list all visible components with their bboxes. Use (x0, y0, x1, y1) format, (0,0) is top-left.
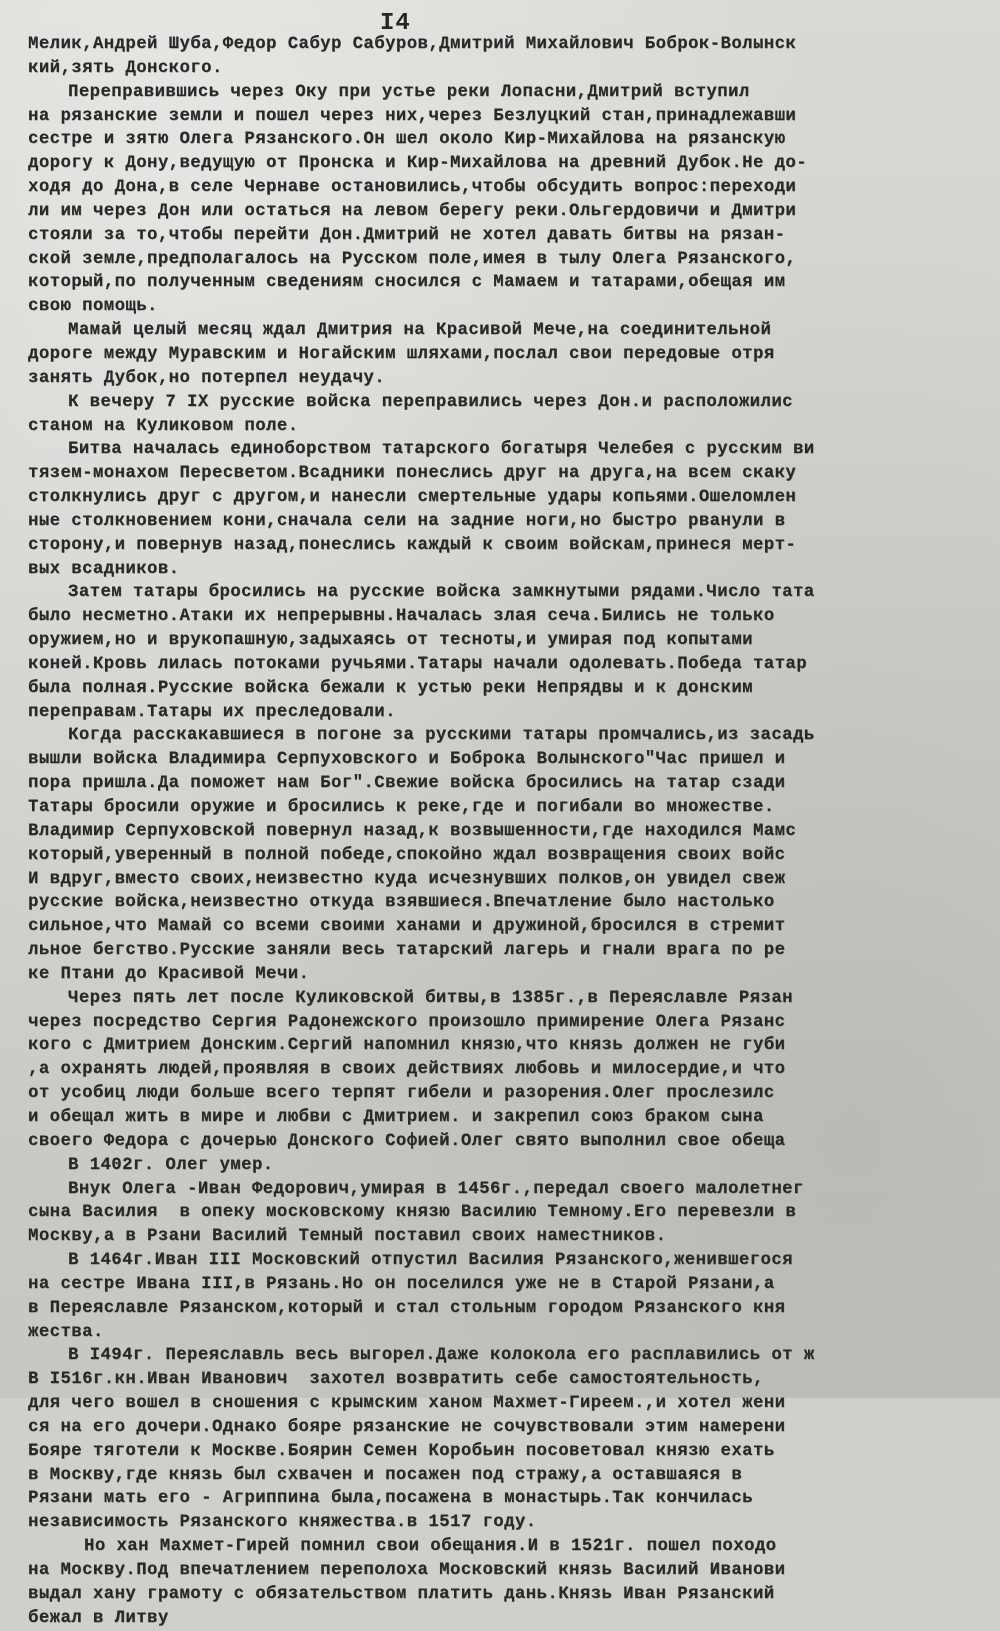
text-line: оружием,но и врукопашную,задыхаясь от тесноты,и умирая под копытами (28, 631, 753, 651)
text-line: Рязани мать его - Агриппина была,посажена в монастырь.Так кончилась (28, 1489, 753, 1509)
page-text (28, 33, 976, 1631)
text-line: сестре и зятю Олега Рязанского.Он шел около Кир-Михайлова на рязанскую (28, 130, 786, 150)
text-line: льное бегство.Русские заняли весь татарский лагерь и гнали врага по ре (28, 941, 786, 961)
text-line: ли им через Дон или остаться на левом берегу реки.Ольгердовичи и Дмитри (28, 201, 797, 221)
text-line: и обещал жить в мире и любви с Дмитрием. и закрепил союз браком сына (28, 1107, 764, 1127)
text-line: в Москву,где князь был схвачен и посажен под стражу,а оставшаяся в (28, 1465, 743, 1485)
text-line: дорогу к Дону,ведущую от Пронска и Кир-Михайлова на древний Дубок.Не до- (28, 154, 808, 174)
text-line: бежал в Литву (28, 1608, 169, 1628)
text-line: пора пришла.Да поможет нам Бог".Свежие войска бросились на татар сзади (28, 774, 786, 794)
text-line: в Переяславле Рязанском,который и стал стольным городом Рязанского кня (28, 1298, 786, 1318)
text-line: К вечеру 7 IX русские войска переправились через Дон.и расположилис (68, 392, 793, 412)
text-line: тязем-монахом Пересветом.Всадники понеслись друг на друга,на всем скаку (28, 464, 797, 484)
text-line: кий,зять Донского. (28, 58, 223, 78)
text-line: было несметно.Атаки их непрерывны.Началась злая сеча.Бились не только (28, 607, 775, 627)
text-line: своего Федора с дочерью Донского Софией.Олег свято выполнил свое обеща (28, 1131, 786, 1151)
text-line: свою помощь. (28, 297, 158, 317)
text-line: ке Птани до Красивой Мечи. (28, 964, 310, 984)
text-line: переправам.Татары их преследовали. (28, 702, 396, 722)
text-line: В 1464г.Иван III Московский отпустил Василия Рязанского,женившегося (68, 1251, 793, 1271)
text-line: Битва началась единоборством татарского богатыря Челебея с русским ви (68, 440, 815, 460)
text-line: независимость Рязанского княжества.в 1517 году. (28, 1513, 537, 1533)
text-line: Внук Олега -Иван Федорович,умирая в 1456г.,передал своего малолетнег (68, 1179, 804, 1199)
text-line: русские войска,неизвестно откуда взявшиеся.Впечатление было настолько (28, 893, 775, 913)
text-line: сторону,и повернув назад,понеслись каждый к своим войскам,принеся мерт- (28, 535, 797, 555)
text-line: В I494г. Переяславль весь выгорел.Даже колокола его расплавились от ж (68, 1346, 815, 1366)
text-line: для чего вошел в сношения с крымским ханом Махмет-Гиреем.,и хотел жени (28, 1394, 786, 1414)
text-line: от усобиц люди больше всего терпят гибели и разорения.Олег прослезилс (28, 1084, 775, 1104)
text-line: была полная.Русские войска бежали к устью реки Непрядвы и к донским (28, 678, 753, 698)
text-line: дороге между Муравским и Ногайским шляхами,послал свои передовые отря (28, 344, 775, 364)
text-line: на сестре Ивана III,в Рязань.Но он поселился уже не в Старой Рязани,а (28, 1274, 775, 1294)
text-line: Татары бросили оружие и бросились к реке,где и погибали во множестве. (28, 798, 775, 817)
text-line: ные столкновением кони,сначала сели на задние ноги,но быстро рванули в (28, 511, 786, 531)
text-line: кого с Дмитрием Донским.Сергий напомнил князю,что князь должен не губи (28, 1036, 786, 1056)
text-line: ской земле,предполагалось на Русском поле,имея в тылу Олега Рязанского, (28, 249, 797, 269)
text-line: Переправившись через Оку при устье реки Лопасни,Дмитрий вступил (68, 82, 750, 102)
text-line: ся на его дочери.Однако бояре рязанские не сочувствовали этим намерени (28, 1417, 786, 1437)
page-number: I4 (380, 10, 411, 37)
text-line: стояли за то,чтобы перейти Дон.Дмитрий не хотел давать битвы на рязан- (28, 225, 786, 245)
text-line: Но хан Махмет-Гирей помнил свои обещания.И в 1521г. пошел походо (84, 1537, 777, 1557)
text-line: жества. (28, 1322, 104, 1342)
text-line: ,а охранять людей,проявляя в своих действиях любовь и милосердие,и что (28, 1060, 786, 1080)
text-line: Бояре тяготели к Москве.Боярин Семен Коробьин посоветовал князю ехать (28, 1441, 775, 1461)
text-line: В I516г.кн.Иван Иванович захотел возвратить себе самостоятельность, (28, 1370, 764, 1390)
text-line: вышли войска Владимира Серпуховского и Боброка Волынского"Час пришел и (28, 750, 786, 770)
text-line: Мамай целый месяц ждал Дмитрия на Красивой Мече,на соединительной (68, 321, 772, 341)
text-line: через посредство Сергия Радонежского произошло примирение Олега Рязанс (28, 1012, 786, 1032)
text-line: который,по полученным сведениям сносился с Мамаем и татарами,обещая им (28, 273, 786, 293)
text-line: Когда расскакавшиеся в погоне за русскими татары промчались,из засадь (68, 726, 815, 746)
text-line: который,уверенный в полной победе,спокойно ждал возвращения своих войс (28, 845, 786, 865)
text-line: сына Василия в опеку московскому князю Василию Темному.Его перевезли в (28, 1203, 797, 1223)
text-line: занять Дубок,но потерпел неудачу. (28, 368, 386, 388)
text-line: вых всадников. (28, 559, 180, 579)
text-line: станом на Куликовом поле. (28, 416, 299, 436)
text-line: коней.Кровь лилась потоками ручьями.Татары начали одолевать.Победа татар (28, 654, 808, 674)
text-line: выдал хану грамоту с обязательством платить дань.Князь Иван Рязанский (28, 1584, 775, 1604)
text-line: Мелик,Андрей Шуба,Федор Сабур Сабуров,Дмитрий Михайлович Боброк-Волынск (28, 35, 797, 54)
text-line: В 1402г. Олег умер. (68, 1155, 274, 1175)
text-line: столкнулись друг с другом,и нанесли смертельные удары копьями.Ошеломлен (28, 488, 797, 508)
text-line: на Москву.Под впечатлением переполоха Московский князь Василий Иванови (28, 1561, 786, 1580)
text-line: на рязанские земли и пошел через них,через Безлуцкий стан,принадлежавши (28, 106, 797, 126)
text-line: Через пять лет после Куликовской битвы,в 1385г.,в Переяславле Рязан (68, 988, 793, 1008)
text-line: Москву,а в Рзани Василий Темный поставил своих наместников. (28, 1227, 667, 1247)
text-line: И вдруг,вместо своих,неизвестно куда исчезнувших полков,он увидел свеж (28, 869, 786, 889)
text-line: ходя до Дона,в селе Чернаве остановились,чтобы обсудить вопрос:переходи (28, 178, 797, 198)
text-line: сильное,что Мамай со всеми своими ханами и дружиной,бросился в стремит (28, 917, 786, 937)
text-line: Затем татары бросились на русские войска замкнутыми рядами.Число тата (68, 583, 815, 603)
text-line: Владимир Серпуховской повернул назад,к возвышенности,где находился Мамс (28, 821, 797, 841)
